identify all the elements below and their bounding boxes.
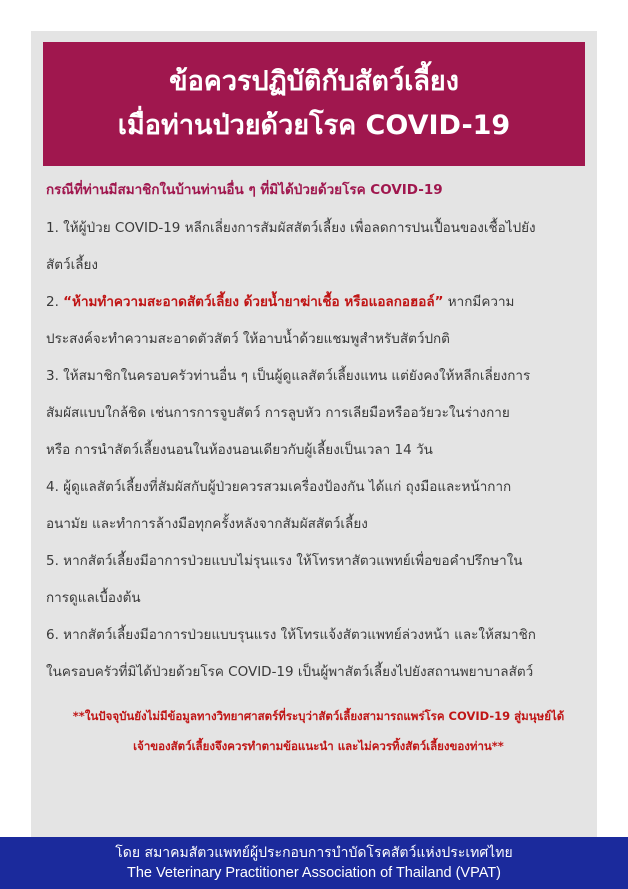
item-6-line-1: 6. หากสัตว์เลี้ยงมีอาการป่วยแบบรุนแรง ให้โทรแจ้งสัตวแพทย์ล่วงหน้า และให้สมาชิก bbox=[46, 627, 536, 643]
guideline-content bbox=[46, 176, 591, 761]
footer-thai: โดย สมาคมสัตวแพทย์ผู้ประกอบการบำบัดโรคสัตว์แห่งประเทศไทย bbox=[115, 845, 513, 861]
guideline-item-3 bbox=[46, 358, 591, 469]
item-2-line-1 bbox=[46, 284, 591, 321]
item-4-line-2: อนามัย และทำการล้างมือทุกครั้งหลังจากสัมผัสสัตว์เลี้ยง bbox=[46, 516, 368, 532]
item-3-line-2: สัมผัสแบบใกล้ชิด เช่นการการจูบสัตว์ การลูบหัว การเลียมือหรืออวัยวะในร่างกาย bbox=[46, 405, 510, 421]
guideline-item-6 bbox=[46, 617, 591, 691]
item-5-line-2: การดูแลเบื้องต้น bbox=[46, 590, 141, 606]
item-2-line-2: ประสงค์จะทำความสะอาดตัวสัตว์ ให้อาบน้ำด้วยแชมพูสำหรับสัตว์ปกติ bbox=[46, 331, 450, 347]
title-line-2: เมื่อท่านป่วยด้วยโรค COVID-19 bbox=[117, 110, 511, 141]
item-3-line-3: หรือ การนำสัตว์เลี้ยงนอนในห้องนอนเดียวกับผู้เลี้ยงเป็นเวลา 14 วัน bbox=[46, 442, 433, 458]
guideline-item-1 bbox=[46, 210, 591, 284]
item-2-prefix: 2. bbox=[46, 294, 64, 310]
item-2-rest: หากมีความ bbox=[443, 294, 515, 310]
title-banner bbox=[43, 42, 585, 166]
disclaimer-note bbox=[46, 701, 591, 761]
section-subtitle: กรณีที่ท่านมีสมาชิกในบ้านท่านอื่น ๆ ที่มิได้ป่วยด้วยโรค COVID-19 bbox=[46, 182, 443, 198]
footer-english: The Veterinary Practitioner Association of Thailand (VPAT) bbox=[127, 865, 501, 881]
guideline-item-2 bbox=[46, 284, 591, 358]
guideline-item-4 bbox=[46, 469, 591, 543]
item-5-line-1: 5. หากสัตว์เลี้ยงมีอาการป่วยแบบไม่รุนแรง ให้โทรหาสัตวแพทย์เพื่อขอคำปรึกษาใน bbox=[46, 553, 523, 569]
item-1-line-2: สัตว์เลี้ยง bbox=[46, 257, 98, 273]
item-3-line-1: 3. ให้สมาชิกในครอบครัวท่านอื่น ๆ เป็นผู้ดูแลสัตว์เลี้ยงแทน แต่ยังคงให้หลีกเลี่ยงการ bbox=[46, 368, 531, 384]
title-line-1: ข้อควรปฏิบัติกับสัตว์เลี้ยง bbox=[169, 66, 459, 97]
item-6-line-2: ในครอบครัวที่มิได้ป่วยด้วยโรค COVID-19 เป็นผู้พาสัตว์เลี้ยงไปยังสถานพยาบาลสัตว์ bbox=[46, 664, 534, 680]
note-line-1: **ในปัจจุบันยังไม่มีข้อมูลทางวิทยาศาสตร์ที่ระบุว่าสัตว์เลี้ยงสามารถแพร่โรค COVID-19 สู่มนุษย์ได้ bbox=[72, 709, 565, 723]
item-1-line-1: 1. ให้ผู้ป่วย COVID-19 หลีกเลี่ยงการสัมผัสสัตว์เลี้ยง เพื่อลดการปนเปื้อนของเชื้อไปยัง bbox=[46, 220, 536, 236]
footer-credit bbox=[0, 837, 628, 889]
guideline-item-5 bbox=[46, 543, 591, 617]
note-line-2: เจ้าของสัตว์เลี้ยงจึงควรทำตามข้อแนะนำ และไม่ควรทิ้งสัตว์เลี้ยงของท่าน** bbox=[133, 739, 504, 753]
item-4-line-1: 4. ผู้ดูแลสัตว์เลี้ยงที่สัมผัสกับผู้ป่วยควรสวมเครื่องป้องกัน ได้แก่ ถุงมือและหน้ากาก bbox=[46, 479, 512, 495]
item-2-warning: “ห้ามทำความสะอาดสัตว์เลี้ยง ด้วยน้ำยาฆ่าเชื้อ หรือแอลกอฮอล์” bbox=[63, 294, 444, 310]
